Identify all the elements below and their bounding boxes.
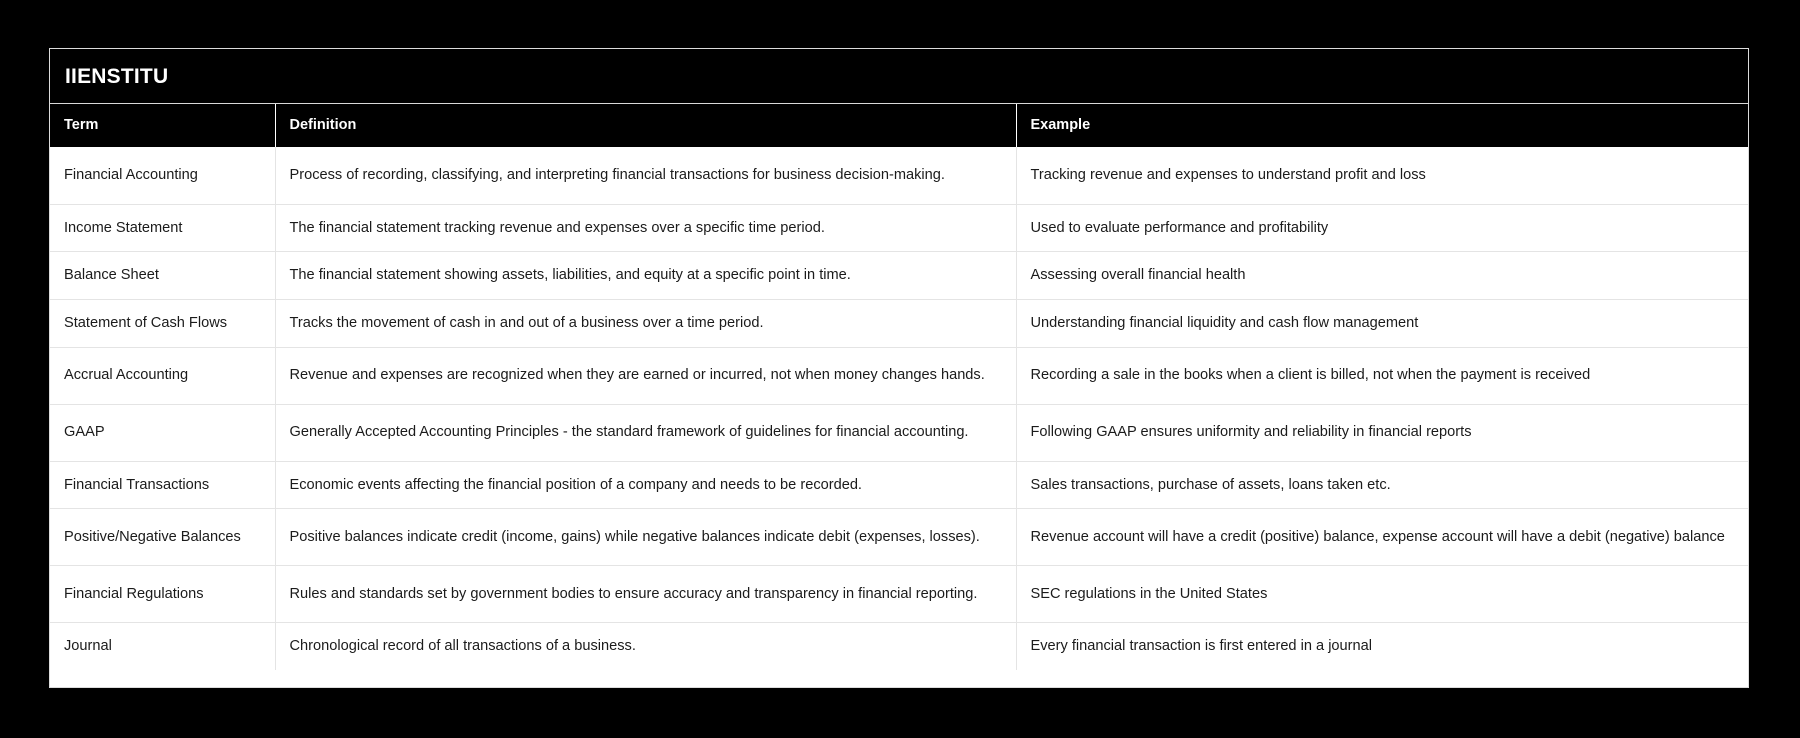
cell-definition: Tracks the movement of cash in and out of a business over a time period. — [275, 299, 1016, 347]
table-row — [50, 404, 1748, 461]
table-row — [50, 623, 1748, 670]
cell-term: GAAP — [50, 404, 275, 461]
column-header-example[interactable]: Example — [1016, 104, 1748, 147]
column-header-term[interactable]: Term — [50, 104, 275, 147]
cell-definition: The financial statement showing assets, liabilities, and equity at a specific point in time. — [275, 252, 1016, 300]
table-row — [50, 147, 1748, 204]
cell-term: Financial Transactions — [50, 461, 275, 509]
cell-definition: Generally Accepted Accounting Principles - the standard framework of guidelines for financial accounting. — [275, 404, 1016, 461]
table-row — [50, 347, 1748, 404]
cell-example: Tracking revenue and expenses to understand profit and loss — [1016, 147, 1748, 204]
cell-definition: The financial statement tracking revenue and expenses over a specific time period. — [275, 204, 1016, 252]
cell-definition: Chronological record of all transactions of a business. — [275, 623, 1016, 670]
cell-example: Understanding financial liquidity and cash flow management — [1016, 299, 1748, 347]
cell-term: Balance Sheet — [50, 252, 275, 300]
cell-term: Financial Regulations — [50, 566, 275, 623]
table-header — [50, 104, 1748, 147]
cell-definition: Rules and standards set by government bodies to ensure accuracy and transparency in financial reporting. — [275, 566, 1016, 623]
table-header-row — [50, 104, 1748, 147]
cell-term: Positive/Negative Balances — [50, 509, 275, 566]
table-row — [50, 204, 1748, 252]
brand-title: IIENSTITU — [65, 64, 169, 88]
glossary-card — [49, 48, 1749, 688]
cell-term: Income Statement — [50, 204, 275, 252]
cell-term: Accrual Accounting — [50, 347, 275, 404]
column-header-definition[interactable]: Definition — [275, 104, 1016, 147]
cell-example: Sales transactions, purchase of assets, loans taken etc. — [1016, 461, 1748, 509]
cell-example: Used to evaluate performance and profitability — [1016, 204, 1748, 252]
table-row — [50, 509, 1748, 566]
cell-example: Every financial transaction is first entered in a journal — [1016, 623, 1748, 670]
cell-term: Financial Accounting — [50, 147, 275, 204]
brand-bar — [50, 49, 1748, 104]
cell-example: SEC regulations in the United States — [1016, 566, 1748, 623]
table-row — [50, 299, 1748, 347]
cell-definition: Process of recording, classifying, and interpreting financial transactions for business decision-making. — [275, 147, 1016, 204]
cell-example: Recording a sale in the books when a client is billed, not when the payment is received — [1016, 347, 1748, 404]
cell-definition: Positive balances indicate credit (income, gains) while negative balances indicate debit (expenses, losses). — [275, 509, 1016, 566]
cell-term: Statement of Cash Flows — [50, 299, 275, 347]
table-row — [50, 252, 1748, 300]
cell-definition: Revenue and expenses are recognized when they are earned or incurred, not when money changes hands. — [275, 347, 1016, 404]
table-row — [50, 461, 1748, 509]
cell-example: Following GAAP ensures uniformity and reliability in financial reports — [1016, 404, 1748, 461]
cell-term: Journal — [50, 623, 275, 670]
table-body — [50, 147, 1748, 670]
cell-example: Revenue account will have a credit (positive) balance, expense account will have a debit (negative) balance — [1016, 509, 1748, 566]
cell-definition: Economic events affecting the financial position of a company and needs to be recorded. — [275, 461, 1016, 509]
table-row — [50, 566, 1748, 623]
glossary-table — [50, 104, 1748, 670]
cell-example: Assessing overall financial health — [1016, 252, 1748, 300]
